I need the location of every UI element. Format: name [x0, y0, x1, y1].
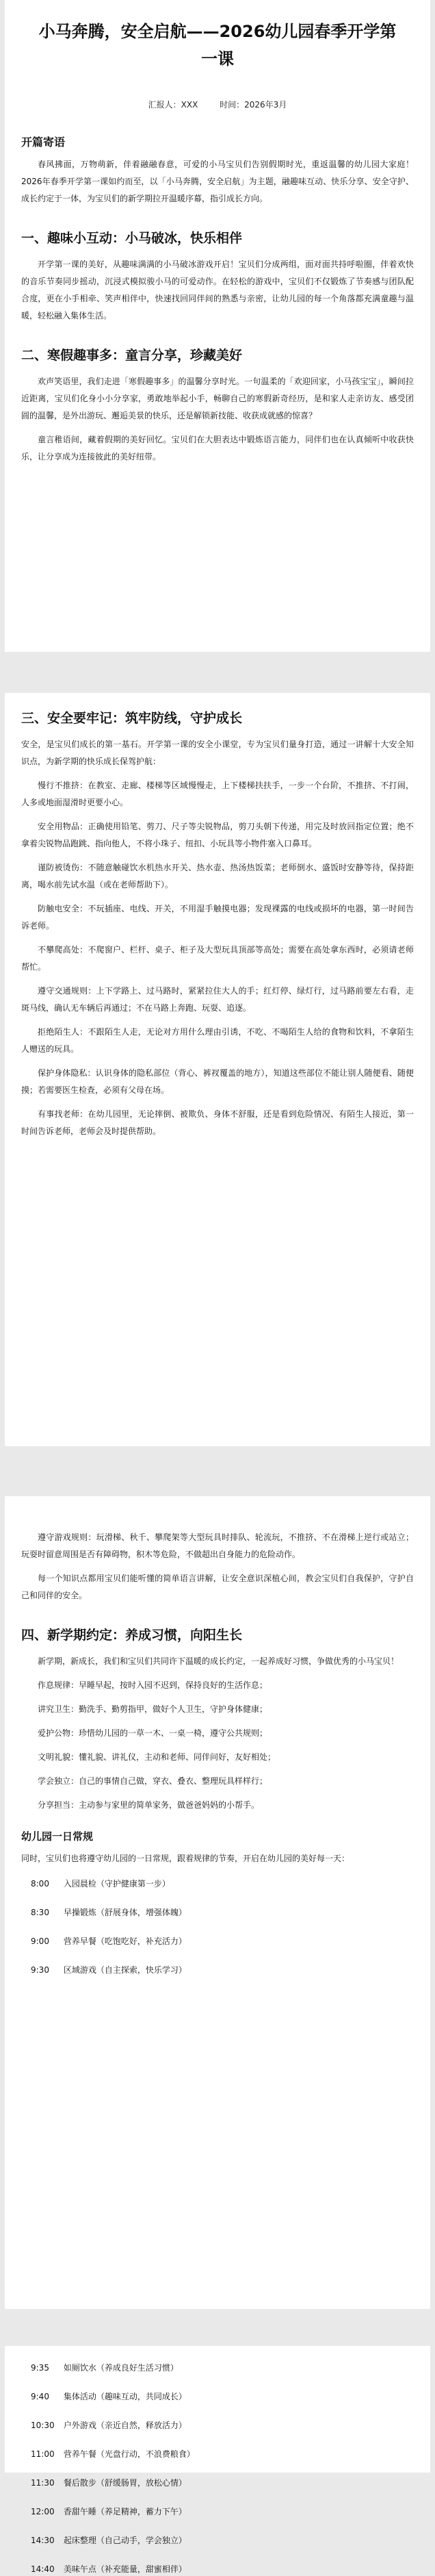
reporter-label: 汇报人：XXX: [148, 100, 198, 110]
section-4-heading: 四、新学期约定：养成习惯，向阳生长: [21, 1628, 243, 1643]
agreement-item: 讲究卫生：勤洗手、勤剪指甲，做好个人卫生，守护身体健康；: [38, 1704, 268, 1714]
section-1-heading: 一、趣味小互动：小马破冰，快乐相伴: [21, 231, 243, 246]
schedule-time: 9:30: [31, 1965, 49, 1975]
document-meta: [21, 99, 414, 110]
schedule-activity: 如厕饮水（养成良好生活习惯）: [63, 2363, 179, 2373]
safety-item: 遵守交通规则：上下学路上、过马路时，紧紧拉住大人的手；红灯停、绿灯行，过马路前要左右看，走斑马线，确认无车辆后再通过；不在马路上奔跑、玩耍、追逐。: [21, 986, 414, 1013]
schedule-time: 11:00: [31, 2449, 55, 2459]
safety-item: 不攀爬高处：不爬窗户、栏杆、桌子、柜子及大型玩具顶部等高处；需要在高处拿东西时，必须请老师帮忙。: [21, 945, 414, 972]
schedule-time: 14:40: [31, 2564, 55, 2574]
safety-item: 保护身体隐私：认识身体的隐私部位（背心、裤衩覆盖的地方），知道这些部位不能让别人随便看、随便摸；若需要医生检查，必须有父母在场。: [21, 1068, 414, 1095]
schedule-item: [31, 2447, 414, 2461]
routine-heading: 幼儿园一日常规: [21, 1830, 94, 1843]
schedule-item: [31, 2419, 414, 2432]
agreement-item: 学会独立：自己的事情自己做，穿衣、叠衣、整理玩具样样行；: [38, 1776, 268, 1786]
routine-intro: 同时，宝贝们也将遵守幼儿园的一日常规，跟着规律的节奏，开启在幼儿园的美好每一天：: [21, 1854, 350, 1863]
schedule-time: 10:30: [31, 2421, 55, 2430]
schedule-activity: 餐后散步（舒缓肠胃，放松心情）: [63, 2478, 187, 2488]
schedule-activity: 区域游戏（自主探索，快乐学习）: [63, 1965, 187, 1975]
agreement-item: 分享担当：主动参与家里的简单家务，做爸爸妈妈的小帮手。: [38, 1800, 260, 1810]
schedule-item: [31, 2390, 414, 2403]
section-2-heading: 二、寒假趣事多：童言分享，珍藏美好: [21, 348, 243, 363]
agreement-item: 作息规律：早睡早起，按时入园不迟到，保持良好的生活作息；: [38, 1680, 268, 1690]
safety-item: 拒绝陌生人：不跟陌生人走，无论对方用什么理由引诱，不吃、不喝陌生人给的食物和饮料，不拿陌生人赠送的玩具。: [21, 1027, 414, 1054]
safety-item: 防触电安全：不玩插座、电线、开关，不用湿手触摸电器；发现裸露的电线或损坏的电器，第一时间告诉老师。: [21, 904, 414, 931]
schedule-activity: 营养午餐（光盘行动，不浪费粮食）: [63, 2449, 195, 2459]
schedule-activity: 营养早餐（吃饱吃好，补充活力）: [63, 1936, 187, 1946]
document-page-3: [5, 1496, 430, 2309]
schedule-time: 12:00: [31, 2507, 55, 2516]
section-3-intro: 安全，是宝贝们成长的第一基石。开学第一课的安全小课堂，专为宝贝们量身打造，通过一讲解十大安全知识点，为新学期的快乐成长保驾护航：: [21, 740, 414, 766]
schedule-item: [31, 1877, 414, 1891]
schedule-activity: 香甜午睡（养足精神，蓄力下午）: [63, 2507, 187, 2516]
safety-item: 有事找老师：在幼儿园里，无论摔倒、被欺负、身体不舒服，还是看到危险情况、有陌生人接近，第一时间告诉老师，老师会及时提供帮助。: [21, 1109, 414, 1136]
document-title: 小马奔腾，安全启航——2026幼儿园春季开学第一课: [38, 22, 397, 68]
schedule-time: 14:30: [31, 2536, 55, 2545]
agreement-item: 爱护公物：珍惜幼儿园的一草一木、一桌一椅，遵守公共规则；: [38, 1728, 268, 1738]
schedule-activity: 户外游戏（亲近自然，释放活力）: [63, 2421, 187, 2430]
safety-item: 慢行不推挤：在教室、走廊、楼梯等区域慢慢走，上下楼梯扶扶手，一步一个台阶，不推挤、不打闹，人多或地面湿滑时更要小心。: [21, 781, 414, 807]
section-2-paragraph-2: 童言稚语间，藏着假期的美好回忆。宝贝们在大胆表达中锻炼语言能力，同伴们也在认真倾听中收获快乐，让分享成为连接彼此的美好纽带。: [21, 435, 414, 462]
schedule-time: 11:30: [31, 2478, 55, 2488]
schedule-time: 9:35: [31, 2363, 49, 2373]
schedule-item: [31, 2562, 414, 2576]
document-page-2: [5, 693, 430, 1446]
schedule-activity: 起床整理（自己动手，学会独立）: [63, 2536, 187, 2545]
opening-heading: 开篇寄语: [21, 136, 66, 149]
schedule-activity: 入园晨检（守护健康第一步）: [63, 1879, 170, 1889]
section-2-paragraph-1: 欢声笑语里，我们走进「寒假趣事多」的温馨分享时光。一句温柔的「欢迎回家，小马孩宝宝」，瞬间拉近距离，宝贝们化身小小分享家，勇敢地举起小手，畅聊自己的寒假新奇经历，是和家人走亲访友、感受团圆的温馨，是外出游玩、邂逅美景的快乐，还是解锁新技能、收获成就感的惊喜？: [21, 377, 414, 420]
schedule-activity: 早操锻炼（舒展身体，增强体魄）: [63, 1908, 187, 1917]
agreement-item: 文明礼貌：懂礼貌、讲礼仪，主动和老师、同伴问好，友好相处；: [38, 1752, 276, 1762]
section-1-paragraph: 开学第一课的美好，从趣味满满的小马破冰游戏开启！宝贝们分成两组，面对面共持呼啦圈，伴着欢快的音乐节奏同步摇动，沉浸式模拟骏小马的可爱动作。在轻松的游戏中，宝贝们不仅锻炼了节奏感与团队配合度，更在小手相牵、笑声相伴中，快速找回同伴间的熟悉与亲密，让幼儿园的每一个角落都充满童趣与温暖，轻松融入集体生活。: [21, 260, 414, 320]
schedule-time: 9:00: [31, 1936, 49, 1946]
safety-item: 谨防被烫伤：不随意触碰饮水机热水开关、热水壶、热汤热饭菜；老师倒水、盛饭时安静等待，保持距离，喝水前先试水温（或在老师帮助下）。: [21, 863, 414, 889]
safety-item: 遵守游戏规则：玩滑梯、秋千、攀爬架等大型玩具时排队、轮流玩，不推挤、不在滑梯上逆行或站立；玩耍时留意周围是否有障碍物，积木等危险，不做超出自身能力的危险动作。: [21, 1532, 414, 1559]
schedule-time: 8:30: [31, 1908, 49, 1917]
opening-paragraph: 春风拂面，万物萌新，伴着融融春意，可爱的小马宝贝们告别假期时光，重返温馨的幼儿园大家庭！2026年春季开学第一课如约而至，以「小马奔腾，安全启航」为主题，融趣味互动、快乐分享、安全守护、成长约定于一体，为宝贝们的新学期拉开温暖序幕，指引成长方向。: [21, 160, 414, 203]
schedule-time: 8:00: [31, 1879, 49, 1889]
safety-summary: 每一个知识点都用宝贝们能听懂的简单语言讲解，让安全意识深植心间，教会宝贝们自我保护，守护自己和同伴的安全。: [21, 1574, 414, 1600]
safety-item: 安全用物品：正确使用铅笔、剪刀、尺子等尖锐物品，剪刀头朝下传递，用完及时放回指定位置；绝不拿着尖锐物品跑跳、指向他人，不将小珠子、纽扣、小玩具等小物件塞入口鼻耳。: [21, 822, 414, 848]
section-4-intro: 新学期，新成长，我们和宝贝们共同许下温暖的成长约定，一起养成好习惯，争做优秀的小马宝贝！: [38, 1656, 399, 1666]
document-page-4: [5, 2346, 430, 2574]
schedule-item: [31, 2476, 414, 2490]
schedule-activity: 集体活动（趣味互动，共同成长）: [63, 2392, 187, 2401]
schedule-time: 9:40: [31, 2392, 49, 2401]
schedule-item: [31, 1906, 414, 1919]
date-label: 时间：2026年3月: [220, 100, 287, 110]
schedule-item: [31, 1934, 414, 1948]
section-3-heading: 三、安全要牢记：筑牢防线，守护成长: [21, 711, 243, 726]
schedule-activity: 美味午点（补充能量，甜蜜相伴）: [63, 2564, 187, 2574]
schedule-item: [31, 1963, 414, 1977]
schedule-item: [31, 2534, 414, 2547]
document-page-1: [5, 0, 430, 652]
schedule-item: [31, 2361, 414, 2375]
schedule-item: [31, 2505, 414, 2518]
